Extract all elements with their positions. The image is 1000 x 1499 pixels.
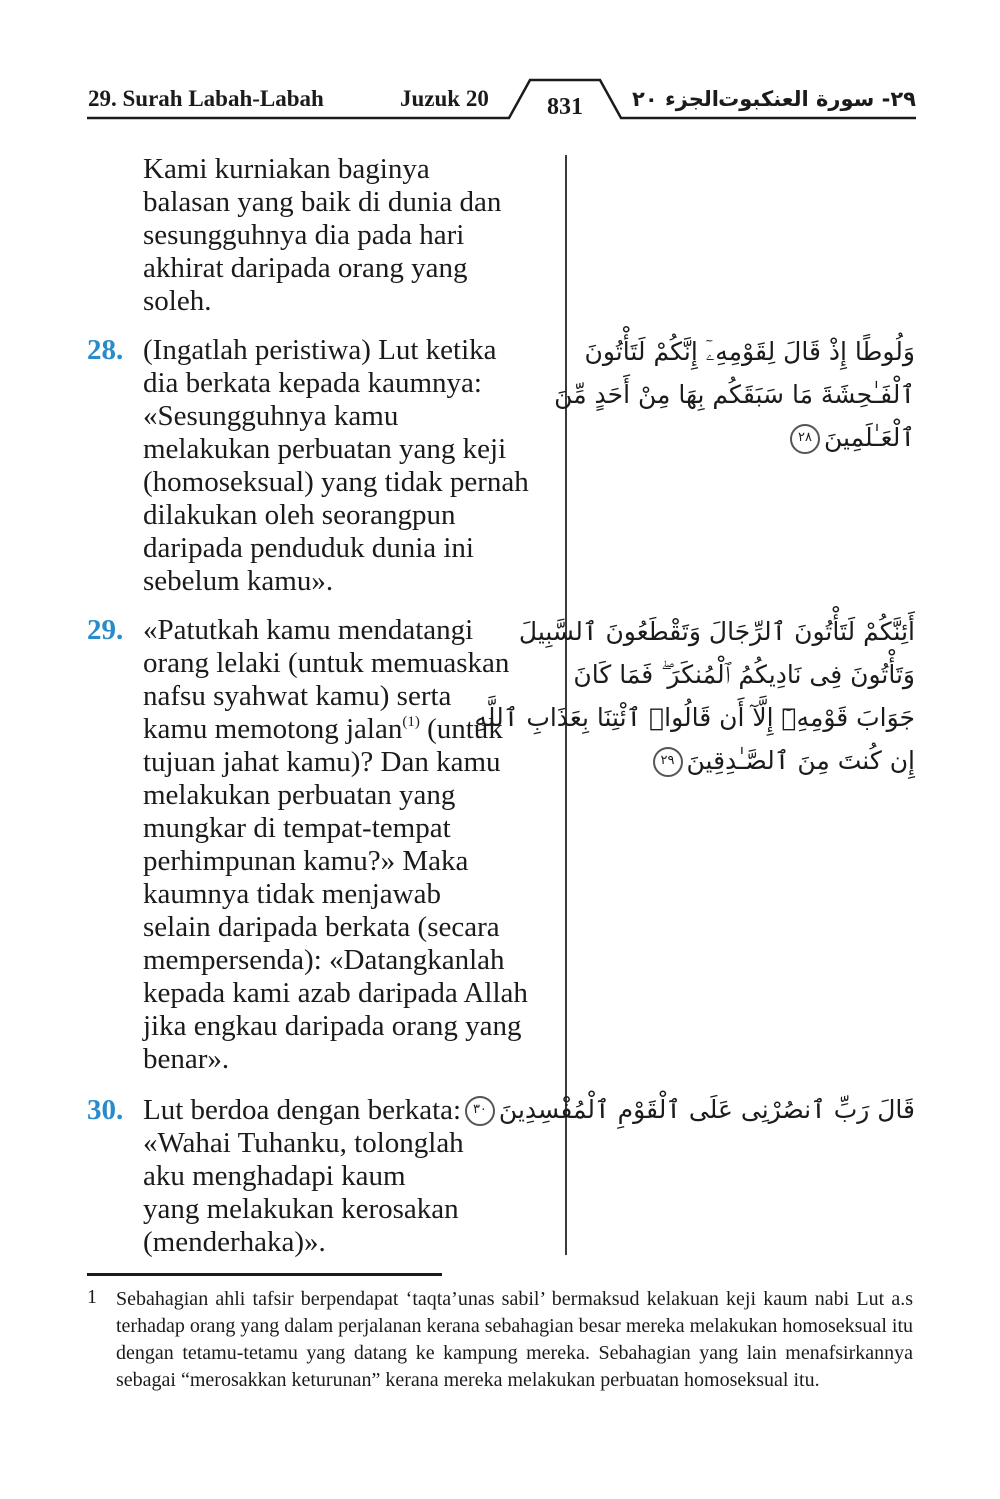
verse-28-arabic (554, 330, 915, 459)
footnote-text: Sebahagian ahli tafsir berpendapat ‘taqta’unas sabil’ bermaksud kelakuan keji kaum nabi Lut a.s terhadap orang yang dalam perjalanan kerana sebahagian besar mereka melakukan homoseksual itu dengan tetamu-tetamu yang datang ke kampung mereka. Sebahagian yang lain menafsirkannya sebagai “merosakkan keturunan” kerana mereka melakukan perbuatan homoseksual itu. (116, 1288, 913, 1391)
footnote-number: 1 (87, 1286, 97, 1308)
arabic-line-text: إِن كُنتَ مِنَ ٱلصَّـٰدِقِينَ (686, 746, 915, 775)
arabic-line: وَلُوطًا إِذْ قَالَ لِقَوْمِهِۦٓ إِنَّكُمْ لَتَأْتُونَ (584, 337, 915, 366)
verse-29-translation (87, 614, 557, 1076)
verse-29-arabic (474, 610, 915, 782)
arabic-line: جَوَابَ قَوْمِهِۦٓ إِلَّآ أَن قَالُوا۟ ٱئْتِنَا بِعَذَابِ ٱللَّهِ (474, 703, 915, 732)
verse-30-arabic (472, 1088, 915, 1131)
header-surah-arabic: ٢٩- سورة العنكبوت (718, 87, 916, 111)
arabic-line: وَتَأْتُونَ فِى نَادِيكُمُ ٱلْمُنكَرَ ۖ فَمَا كَانَ (573, 660, 915, 689)
arabic-line: أَئِنَّكُمْ لَتَأْتُونَ ٱلرِّجَالَ وَتَقْطَعُونَ ٱلسَّبِيلَ (518, 617, 915, 646)
arabic-line: ٱلْفَـٰحِشَةَ مَا سَبَقَكُم بِهَا مِنْ أَحَدٍ مِّنَ (554, 380, 915, 409)
verse-text: (Ingatlah peristiwa) Lut ketika dia berkata kepada kaumnya: «Sesungguhnya kamu melakukan perbuatan yang keji (homoseksual) yang tidak pernah dilakukan oleh seorangpun daripada penduduk dunia ini sebelum kamu». (143, 334, 529, 597)
ayah-end-marker: ٢٩ (653, 747, 683, 777)
arabic-line (472, 1088, 915, 1131)
verse-number: 29. (87, 614, 124, 646)
continuation-text: Kami kurniakan baginya balasan yang baik di dunia dan sesungguhnya dia pada hari akhirat daripada orang yang soleh. (143, 153, 502, 317)
verse-text-part: (untuk tujuan jahat kamu)? Dan kamu melakukan perbuatan yang mungkar di tempat-tempat perhimpunan kamu?» Maka kaumnya tidak menjawab selain daripada berkata (secara mempersenda): «Datangkanlah kepada kami azab daripada Allah jika engkau daripada orang yang benar». (143, 713, 528, 1075)
footnote-reference[interactable]: (1) (402, 714, 420, 730)
verse-text: Lut berdoa dengan berkata: «Wahai Tuhanku, tolonglah aku menghadapi kaum yang melakukan kerosakan (menderhaka)». (143, 1094, 464, 1258)
verse-text (143, 614, 557, 1076)
verse-28-translation (87, 334, 557, 598)
page-number: 831 (547, 94, 583, 120)
verse-number: 28. (87, 334, 124, 366)
arabic-line (585, 416, 915, 459)
header-rule (0, 0, 1000, 130)
footnote-rule (87, 1273, 442, 1276)
header-juz-arabic: الجزء ٢٠ (632, 87, 719, 111)
verse-text-part: «Patutkah kamu mendatangi orang lelaki (untuk memuaskan nafsu syahwat kamu) serta kamu memotong jalan (143, 614, 510, 745)
arabic-line (585, 739, 915, 782)
arabic-line-text: قَالَ رَبِّ ٱنصُرْنِى عَلَى ٱلْقَوْمِ ٱلْمُفْسِدِينَ (498, 1095, 915, 1124)
verse-number: 30. (87, 1094, 124, 1126)
arabic-line-text: ٱلْعَـٰلَمِينَ (824, 423, 915, 452)
header-surah-title: 29. Surah Labah-Labah (88, 86, 324, 111)
page-header (0, 0, 1000, 130)
header-juzuk: Juzuk 20 (400, 86, 489, 111)
ayah-end-marker: ٢٨ (790, 424, 820, 454)
ayah-end-marker: ٣٠ (465, 1096, 495, 1126)
continuation-block (87, 153, 557, 318)
